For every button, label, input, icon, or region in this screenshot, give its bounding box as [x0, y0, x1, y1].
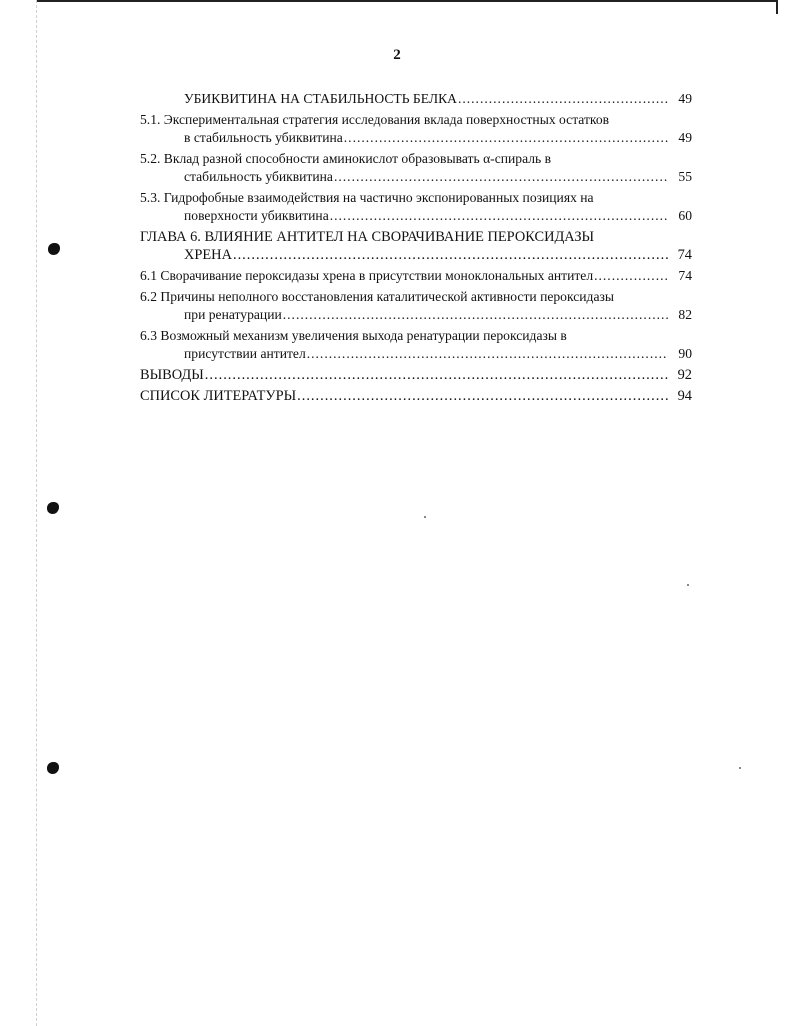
toc-entry-title-continued: ХРЕНА: [184, 247, 232, 263]
dot-leader: [283, 306, 668, 324]
scan-left-margin: [36, 0, 37, 1026]
toc-entry-page: 90: [678, 346, 692, 361]
scan-speck: [424, 516, 426, 518]
toc-entry-title: 6.1 Сворачивание пероксидазы хрена в присутствии моноклональных антител: [140, 268, 594, 283]
binder-hole-mark: [47, 502, 59, 514]
toc-chapter-entry[interactable]: [140, 387, 692, 405]
page-number: 2: [393, 47, 401, 63]
toc-entry-title-continued: при ренатурации: [184, 307, 282, 322]
scan-speck: [739, 767, 741, 769]
toc-entry[interactable]: [140, 189, 692, 225]
toc-entry[interactable]: [140, 111, 692, 147]
toc-entry-title: 5.3. Гидрофобные взаимодействия на частично экспонированных позициях на: [140, 190, 594, 205]
toc-entry-title: УБИКВИТИНА НА СТАБИЛЬНОСТЬ БЕЛКА: [184, 91, 457, 106]
dot-leader: [344, 129, 668, 147]
toc-entry-page: 82: [678, 307, 692, 322]
dot-leader: [307, 345, 668, 363]
toc-entry-page: 92: [677, 367, 692, 383]
toc-entry-page: 49: [678, 130, 692, 145]
toc-entry[interactable]: [140, 150, 692, 186]
dot-leader: [330, 207, 668, 225]
toc-entry-title: 6.2 Причины неполного восстановления каталитической активности пероксидазы: [140, 289, 615, 304]
toc-entry-page: 60: [678, 208, 692, 223]
toc-entry[interactable]: [140, 90, 692, 108]
dot-leader: [458, 90, 668, 108]
dot-leader: [297, 387, 668, 405]
toc-entry-page: 55: [678, 169, 692, 184]
toc-entry-page: 74: [677, 247, 692, 263]
dot-leader: [233, 246, 668, 264]
toc-entry-title-continued: поверхности убиквитина: [184, 208, 329, 223]
dot-leader: [594, 267, 668, 285]
toc-entry-title: 6.3 Возможный механизм увеличения выхода ренатурации пероксидазы в: [140, 328, 567, 343]
toc-chapter-entry[interactable]: [140, 228, 692, 264]
scan-speck: [687, 584, 689, 586]
scan-right-edge: [776, 0, 778, 14]
toc-entry-title: ВЫВОДЫ: [140, 367, 204, 383]
toc-entry-page: 94: [677, 388, 692, 404]
toc-entry[interactable]: [140, 267, 692, 285]
toc-entry-title: 5.2. Вклад разной способности аминокислот образовывать α-спираль в: [140, 151, 552, 166]
toc-entry-title: ГЛАВА 6. ВЛИЯНИЕ АНТИТЕЛ НА СВОРАЧИВАНИЕ ПЕРОКСИДАЗЫ: [140, 229, 595, 245]
toc-entry[interactable]: [140, 288, 692, 324]
toc-entry-title-continued: в стабильность убиквитина: [184, 130, 343, 145]
toc-entry-page: 74: [678, 268, 692, 283]
toc-entry-title-continued: присутствии антител: [184, 346, 306, 361]
toc-entry-title: 5.1. Экспериментальная стратегия исследования вклада поверхностных остатков: [140, 112, 610, 127]
toc-entry[interactable]: [140, 327, 692, 363]
toc-entry-page: 49: [678, 91, 692, 106]
dot-leader: [334, 168, 668, 186]
binder-hole-mark: [47, 762, 59, 774]
table-of-contents: [140, 90, 692, 408]
binder-hole-mark: [48, 243, 60, 255]
toc-entry-title: СПИСОК ЛИТЕРАТУРЫ: [140, 388, 297, 404]
dot-leader: [205, 366, 668, 384]
toc-entry-title-continued: стабильность убиквитина: [184, 169, 333, 184]
toc-chapter-entry[interactable]: [140, 366, 692, 384]
scan-top-edge: [36, 0, 776, 2]
